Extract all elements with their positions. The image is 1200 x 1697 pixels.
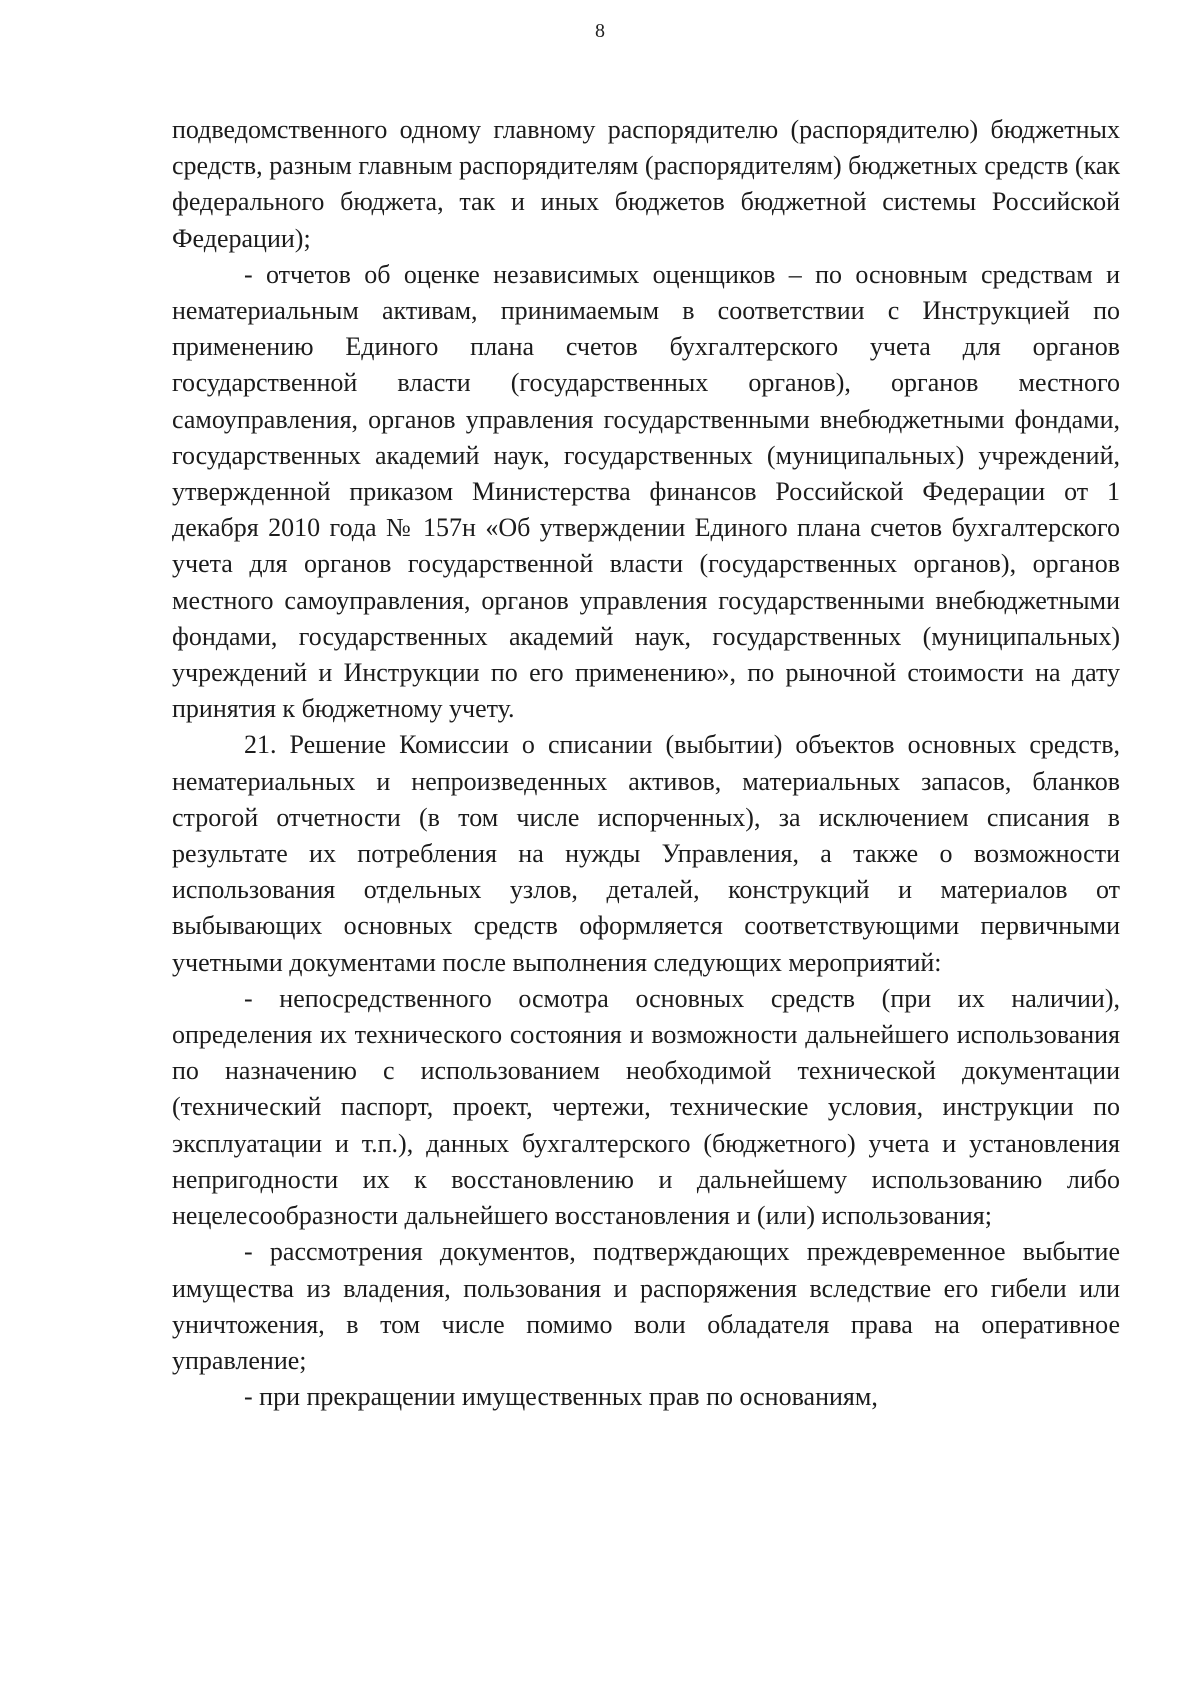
- paragraph-document-review: - рассмотрения документов, подтверждающих преждевременное выбытие имущества из владения, пользования и распоряжения вследствие его гибели или уничтожения, в том числе помимо воли обладателя права на оперативное управление;: [172, 1237, 1120, 1375]
- paragraph-continuation: подведомственного одному главному распорядителю (распорядителю) бюджетных средств, разным главным распорядителям (распорядителям) бюджетных средств (как федерального бюджета, так и иных бюджетов бюджетной системы Российской Федерации);: [172, 115, 1120, 253]
- paragraph-inspection: - непосредственного осмотра основных средств (при их наличии), определения их технического состояния и возможности дальнейшего использования по назначению с использованием необходимой технической документации (технический паспорт, проект, чертежи, технические условия, инструкции по эксплуатации и т.п.), данных бухгалтерского (бюджетного) учета и установления непригодности их к восстановлению и дальнейшему использованию либо нецелесообразности дальнейшего восстановления и (или) использования;: [172, 983, 1120, 1231]
- paragraph-appraisal-reports: - отчетов об оценке независимых оценщиков – по основным средствам и нематериальным активам, принимаемым в соответствии с Инструкцией по применению Единого плана счетов бухгалтерского учета для органов государственной власти (государственных органов), органов местного самоуправления, органов управления государственными внебюджетными фондами, государственных академий наук, государственных (муниципальных) учреждений, утвержденной приказом Министерства финансов Российской Федерации от 1 декабря 2010 года № 157н «Об утверждении Единого плана счетов бухгалтерского учета для органов государственной власти (государственных органов), органов местного самоуправления, органов управления государственными внебюджетными фондами, государственных академий наук, государственных (муниципальных) учреждений и Инструкции по его применению», по рыночной стоимости на дату принятия к бюджетному учету.: [172, 259, 1120, 724]
- paragraph-clause-21: 21. Решение Комиссии о списании (выбытии) объектов основных средств, нематериальных и непроизведенных активов, материальных запасов, бланков строгой отчетности (в том числе испорченных), за исключением списания в результате их потребления на нужды Управления, а также о возможности использования отдельных узлов, деталей, конструкций и материалов от выбывающих основных средств оформляется соответствующими первичными учетными документами после выполнения следующих мероприятий:: [172, 730, 1120, 977]
- page-number: 8: [595, 20, 605, 42]
- document-body: [172, 112, 1120, 1415]
- paragraph-property-rights: - при прекращении имущественных прав по основаниям,: [244, 1382, 878, 1412]
